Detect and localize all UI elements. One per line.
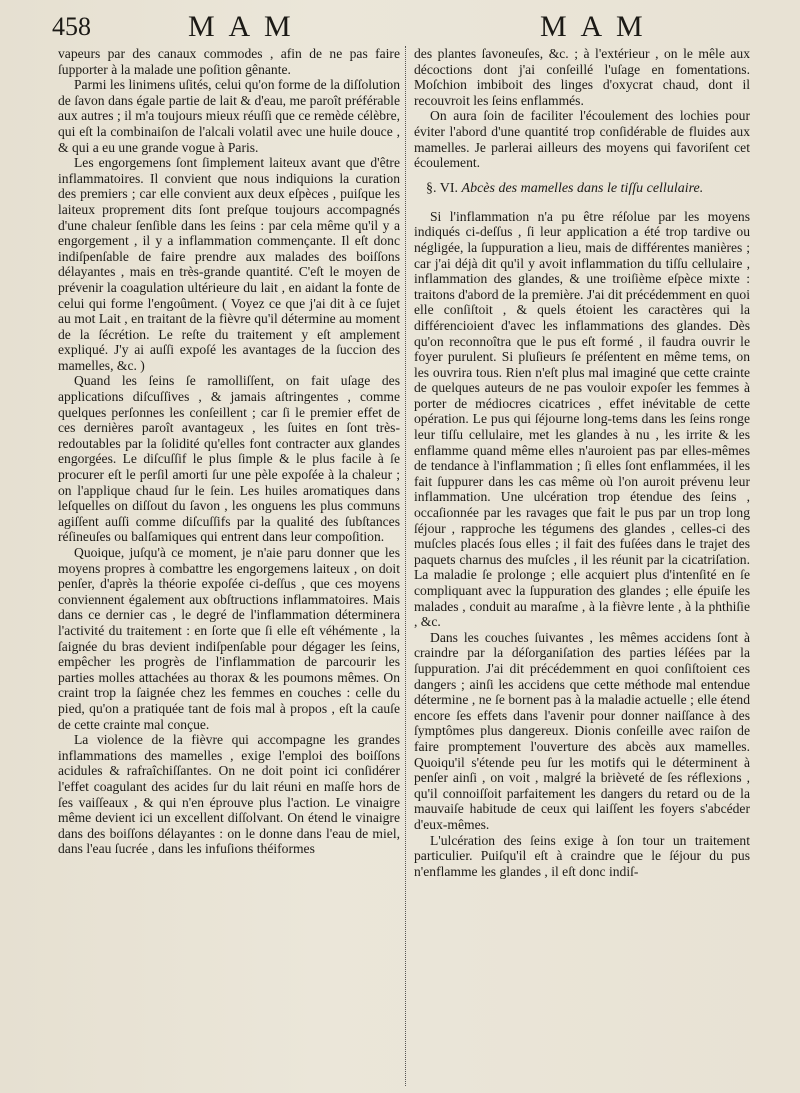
paragraph: Dans les couches ſuivantes , les mêmes accidens ſont à craindre par la déſorganiſation des parties léſées par la ſuppuration. J'ai dit précédemment en quoi conſiſtoient ces dangers ; ainſi les accidens que cette méthode mal entendue détermine , ne ſe bornent pas à la maladie actuelle ; elle étend encore ſes effets dans l'avenir pour donner naiſſance à des ſymptômes plus dangereux. Dionis conſeille avec raiſon de faire promptement l'ouverture des abcès aux mamelles. Quoiqu'il s'étende peu ſur les motifs qui le déterminent à penſer ainſi , on voit , malgré la brièveté de ſes réflexions , qu'il connoiſſoit parfaitement les dangers du retard ou de la mauvaiſe habitude de ceux qui laiſſent les foyers s'abcéder d'eux-mêmes. — [414, 629, 750, 832]
page-number: 458 — [52, 12, 91, 41]
paragraph: Parmi les linimens uſités, celui qu'on forme de la diſſolution de ſavon dans égale partie de lait & d'eau, me paroît préférable aux autres ; il m'a toujours mieux réuſſi que ce remède célèbre, qui eſt la combinaiſon de l'alcali volatil avec une huile douce , & qui a eu une grande vogue à Paris. — [58, 77, 400, 155]
left-column — [58, 46, 400, 857]
paragraph: L'ulcération des ſeins exige à ſon tour un traitement particulier. Puiſqu'il eſt à craindre que le ſéjour du pus n'enflamme les glandes , il eſt donc indiſ- — [414, 832, 750, 879]
paragraph: vapeurs par des canaux commodes , afin de ne pas faire ſupporter à la malade une poſition gênante. — [58, 46, 400, 77]
section-heading — [414, 181, 750, 197]
paragraph: Les engorgemens ſont ſimplement laiteux avant que d'être inflammatoires. Il convient que nous indiquions la curation des premiers ; car elle convient aux deux eſpèces , puiſque les laiteux proprement dits ſont preſque toujours accompagnés d'une chaleur ſenſible dans les ſeins : par cela même qu'il y a engorgement , il y a inflammation commençante. Il eſt donc indiſpenſable de faire prendre aux malades des boiſſons délayantes , mais en très-grande quantité. C'eſt le moyen de prévenir la coagulation ultérieure du lait , en aidant la fonte de celui qui forme l'engoûment. ( Voyez ce que j'ai dit à ce ſujet au mot Lait , en traitant de la fièvre qu'il détermine au moment de la ſécrétion. Le reſte du traitement y eſt amplement expliqué. J'y ai auſſi expoſé les avantages de la ſuccion des mamelles, &c. ) — [58, 155, 400, 373]
paragraph: Quoique, juſqu'à ce moment, je n'aie paru donner que les moyens propres à combattre les engorgemens laiteux , on doit penſer, d'après la théorie expoſée ci-deſſus , que ces moyens conviennent également aux obſtructions inflammatoires. Mais dans ce dernier cas , le degré de l'inflammation déterminera l'activité du traitement : en ſorte que ſi elle eſt véhémente , la ſaignée du bras devient indiſpenſable pour dégager les ſeins, empêcher les progrès de l'inflammation de parcourir les parties molles attachées au thorax & les poumons mêmes. On craint trop la ſaignée chez les femmes en couches : celle du pied, qu'on a pratiquée tant de fois mal à propos , eſt la cauſe de cette crainte mal conçue. — [58, 545, 400, 732]
paragraph: Si l'inflammation n'a pu être réſolue par les moyens indiqués ci-deſſus , ſi leur application a été trop tardive ou négligée, la ſuppuration a lieu, mais de différentes manières ; car j'ai déjà dit qu'il y avoit inflammation du tiſſu cellulaire , inflammation des glandes, & une troiſième eſpèce mixte : traitons d'abord de la première. J'ai dit précédemment en quoi elle conſiſtoit , & quels étoient les caractères qui la différencioient d'avec les inflammations des glandes. Dès qu'on reconnoîtra que le pus eſt formé , il faudra ouvrir le foyer purulent. Si pluſieurs ſe préſentent en même tems, on les ouvrira tous. Rien n'eſt plus mal imaginé que cette crainte de quelques auteurs de ne pas vouloir expoſer les femmes à porter de médiocres cicatrices , effet inévitable de cette opération. Le pus qui ſéjourne long-tems dans les ſeins ronge leur tiſſu cellulaire, met les glandes à nu , les irrite & les enflamme quand même elles n'auroient pas par elles-mêmes de tendance à l'inflammation ; ſi elles ſont enflammées, il les fait ſuppurer dans les cas même où l'on auroit prévenu leur inflammation. Une ulcération trop étendue des ſeins , occaſionnée par les ravages que fait le pus par un trop long ſéjour , rapproche les tégumens des glandes , celles-ci des muſcles placés ſous elles ; il fait des fuſées dans le trajet des paquets charnus des muſcles , il les réunit par la cicatriſation. La maladie ſe prolonge ; elle acquiert plus d'intenſité en ſe compliquant avec la ſuppuration des glandes ; elle épuiſe les malades , conduit au maraſme , à la fièvre lente , à la phthiſie , &c. — [414, 208, 750, 630]
paragraph: des plantes ſavoneuſes, &c. ; à l'extérieur , on le mêle aux décoctions dont j'ai conſeillé l'uſage en fomentations. Moſchion imbiboit des linges d'oxycrat chaud, dont il recouvroit les ſeins enflammés. — [414, 46, 750, 108]
right-column — [414, 46, 750, 879]
section-title: Abcès des mamelles dans le tiſſu cellulaire. — [461, 180, 704, 196]
paragraph: On aura ſoin de faciliter l'écoulement des lochies pour éviter l'abord d'une quantité trop conſidérable de fluides aux mamelles. Je parlerai ailleurs des moyens qui favoriſent cet écoulement. — [414, 108, 750, 171]
right-running-head: M A M — [540, 10, 647, 43]
left-running-head: M A M — [188, 10, 295, 43]
running-header — [0, 8, 800, 48]
section-number: §. VI. — [426, 180, 459, 196]
column-divider — [405, 46, 406, 1086]
paragraph: La violence de la fièvre qui accompagne les grandes inflammations des mamelles , exige l'emploi des boiſſons acidules & rafraîchiſſantes. On ne doit point ici conſidérer l'effet coagulant des acides ſur du lait réuni en maſſe hors de ſes vaiſſeaux , & qui n'en éprouve plus l'action. Le vinaigre même devient ici un excellent diſſolvant. On étend le vinaigre dans des boiſſons délayantes : on le donne dans l'eau de miel, dans l'eau ſucrée , dans les infuſions théiformes — [58, 732, 400, 857]
paragraph: Quand les ſeins ſe ramolliſſent, on fait uſage des applications diſcuſſives , & jamais aſtringentes , comme quelques perſonnes les conſeillent ; car ſi le premier effet de ces dernières paroît avantageux , les ſuites en ſont très-redoutables par la ſolidité qu'elles font contracter aux glandes engorgées. Le diſcuſſif le plus ſimple & le plus facile à ſe procurer eſt le perſil amorti ſur une pèle expoſée à la chaleur ; on l'applique chaud ſur le ſein. Les huiles aromatiques dans leſquelles on diſſout du ſavon , les onguens les plus communs agiſſent auſſi comme diſcuſſifs par la qualité des ſubſtances réſineuſes ou balſamiques qui entrent dans leur compoſition. — [58, 373, 400, 545]
